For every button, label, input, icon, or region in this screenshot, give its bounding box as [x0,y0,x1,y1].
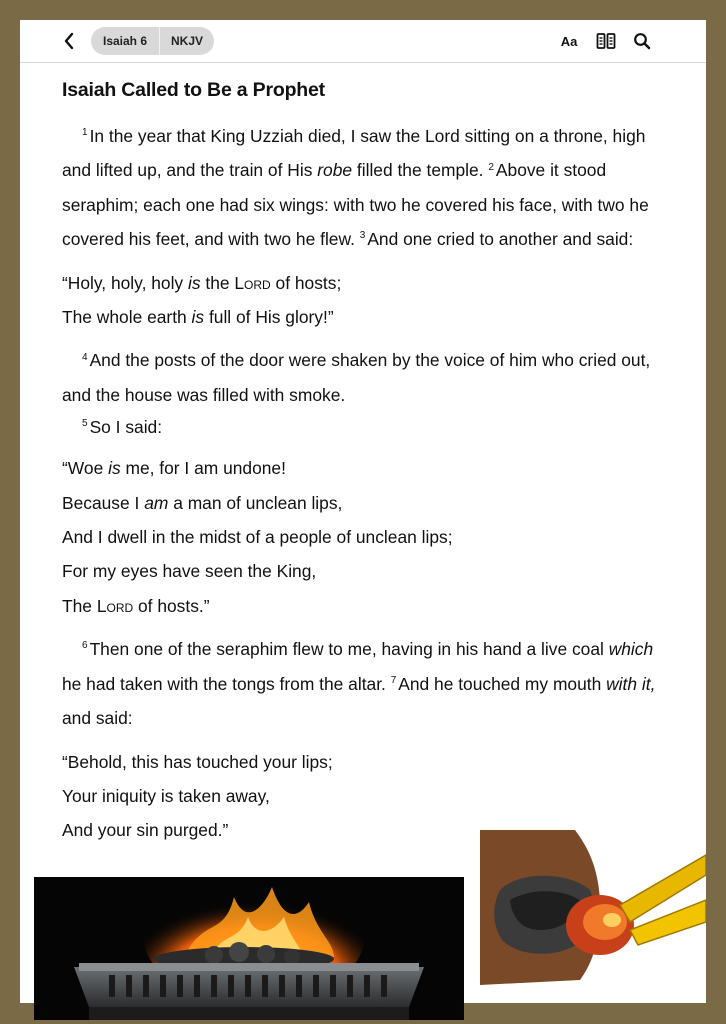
book-chapter-button[interactable]: Isaiah 6 [91,27,160,55]
poetry-line: The Lord of hosts.” [62,595,210,616]
poetry-line: And your sin purged.” [62,820,229,841]
poetry-block [62,266,662,335]
verse-text: filled the temple. [352,160,489,181]
verse-italic: which [608,639,654,660]
verse-number[interactable]: 6 [82,640,88,652]
verse-text: So I said: [89,417,163,438]
paragraph-verse-4 [62,343,662,412]
top-toolbar [20,20,706,63]
verse-italic: robe [317,160,353,181]
burning-coals-image [34,877,464,1020]
font-settings-button[interactable]: Aa [560,33,578,49]
chapter-text [62,68,662,857]
poetry-line: Because I am a man of unclean lips, [62,492,343,513]
search-icon[interactable] [632,31,652,51]
verse-number[interactable]: 1 [82,127,88,139]
verse-text: he had taken with the tongs from the altar. [62,673,391,694]
poetry-line: The whole earth is full of His glory!” [62,307,334,328]
poetry-line: “Holy, holy, holy is the Lord of hosts; [62,272,342,293]
verse-number[interactable]: 2 [488,161,494,173]
section-heading: Isaiah Called to Be a Prophet [62,79,325,101]
poetry-line: “Woe is me, for I am undone! [62,458,286,479]
poetry-line: “Behold, this has touched your lips; [62,751,333,772]
parallel-bible-icon[interactable] [595,31,617,51]
verse-text: Above it stood seraphim; each one had six wings: with two he covered his face, with two he covered his feet, and with two he flew. [62,160,649,250]
paragraph-verse-5 [62,412,662,442]
verse-text: and said: [62,708,133,729]
poetry-line: And I dwell in the midst of a people of unclean lips; [62,527,453,548]
version-button[interactable]: NKJV [170,34,203,48]
coal-touching-lips-illustration [480,830,706,990]
poetry-line: Your iniquity is taken away, [62,785,270,806]
verse-number[interactable]: 5 [82,418,88,430]
verse-number[interactable]: 4 [82,351,88,363]
back-chevron-left-icon[interactable] [58,29,80,53]
verse-number[interactable]: 7 [390,674,397,686]
verse-text: And one cried to another and said: [367,229,634,250]
verse-text: And the posts of the door were shaken by the voice of him who cried out, and the house was filled with smoke. [62,350,651,405]
passage-selector [91,27,214,55]
verse-text: And he touched my mouth [398,673,607,694]
verse-text: Then one of the seraphim flew to me, having in his hand a live coal [89,639,609,660]
verse-text: In the year that King Uzziah died, I saw the Lord sitting on a throne, high and lifted up, and the train of His [62,126,646,181]
verse-number[interactable]: 3 [359,230,366,242]
verse-italic: with it, [606,673,656,694]
paragraph-verses-1-3 [62,119,662,257]
poetry-block [62,451,662,623]
poetry-line: For my eyes have seen the King, [62,561,317,582]
paragraph-verses-6-7 [62,632,662,735]
